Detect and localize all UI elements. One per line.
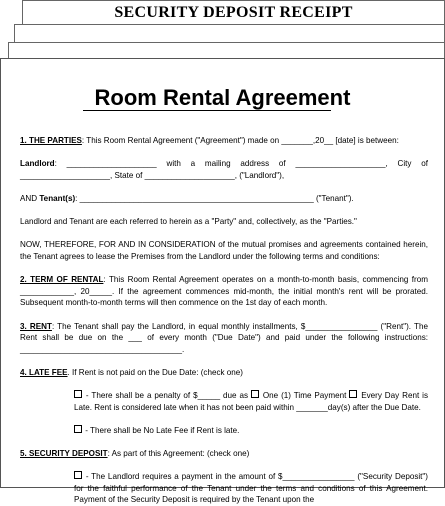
tenant-text: : ____________________________________________________ ("Tenant").: [75, 193, 354, 203]
section-text: : This Room Rental Agreement ("Agreement") made on _______,20__ [date] is between:: [81, 136, 399, 145]
title-underline: [83, 110, 331, 111]
section-label: 1. THE PARTIES: [20, 136, 82, 145]
checkbox[interactable]: [349, 390, 357, 398]
section-label: 3. RENT: [20, 321, 52, 331]
now-therefore-clause: NOW, THEREFORE, FOR AND IN CONSIDERATION of the mutual promises and agreements contained herein, the Tenant agrees to lease the Premises from the Landlord under the following terms and conditions:: [20, 240, 428, 261]
parties-definition: Landlord and Tenant are each referred to herein as a "Party" and, collectively, as the "Parties.": [20, 217, 357, 227]
checkbox[interactable]: [251, 390, 259, 398]
landlord-line: [20, 158, 428, 181]
security-deposit-option-required: [20, 471, 428, 506]
room-rental-agreement-page: [0, 58, 445, 505]
option-text: Every Day Rent is Late. Rent is considered late when it has not been paid within _______day(s) after the Due Date.: [74, 391, 428, 412]
landlord-label: Landlord: [20, 159, 55, 169]
section-text: : As part of this Agreement: (check one): [107, 449, 250, 459]
tenant-line: [20, 193, 428, 205]
checkbox[interactable]: [74, 390, 82, 398]
section-label: 5. SECURITY DEPOSIT: [20, 449, 108, 459]
option-text: - The Landlord requires a payment in the amount of $________________ ("Security Deposit") for the faithful performance of the Tenant under the terms and conditions of this Agreement. Payment of the Security Deposit is required by the Tenant upon the: [74, 472, 428, 505]
section-rent: [20, 321, 428, 356]
document-title: Room Rental Agreement: [94, 85, 351, 110]
option-text: - There shall be No Late Fee if Rent is late.: [83, 425, 240, 435]
section-security-deposit: [20, 448, 428, 460]
landlord-text: : ____________________ with a mailing address of ____________________, City of ____________________, State of ____________________, ("Landlord"),: [20, 159, 428, 180]
tenant-prefix: AND: [20, 193, 40, 203]
option-text: - There shall be a penalty of $_____ due as: [83, 391, 251, 401]
section-text: : The Tenant shall pay the Landlord, in equal monthly installments, $________________ ("Rent"). The Rent shall be due on the ___ of every month ("Due Date") and paid under the following instructions: ____________________________________.: [20, 321, 428, 354]
section-text: . If Rent is not paid on the Due Date: (check one): [67, 367, 243, 377]
section-parties: [20, 135, 428, 147]
late-fee-option-none: [20, 425, 428, 437]
option-text: One (1) Time Payment: [259, 391, 350, 401]
checkbox[interactable]: [74, 425, 82, 433]
section-label: 4. LATE FEE: [20, 367, 68, 377]
section-late-fee: [20, 367, 428, 379]
receipt-title: SECURITY DEPOSIT RECEIPT: [114, 4, 353, 21]
section-label: 2. TERM OF RENTAL: [20, 275, 104, 285]
checkbox[interactable]: [74, 471, 82, 479]
agreement-body: [20, 135, 428, 506]
tenant-label: Tenant(s): [39, 193, 76, 203]
section-term: [20, 274, 428, 309]
late-fee-option-penalty: [20, 390, 428, 413]
section-text: : This Room Rental Agreement operates on a month-to-month basis, commencing from ____________, 20_____. If the agreement commences mid-month, the initial month's rent will be prorated. Subsequent month-to-month terms will then commence on the 1st day of each month.: [20, 275, 428, 308]
